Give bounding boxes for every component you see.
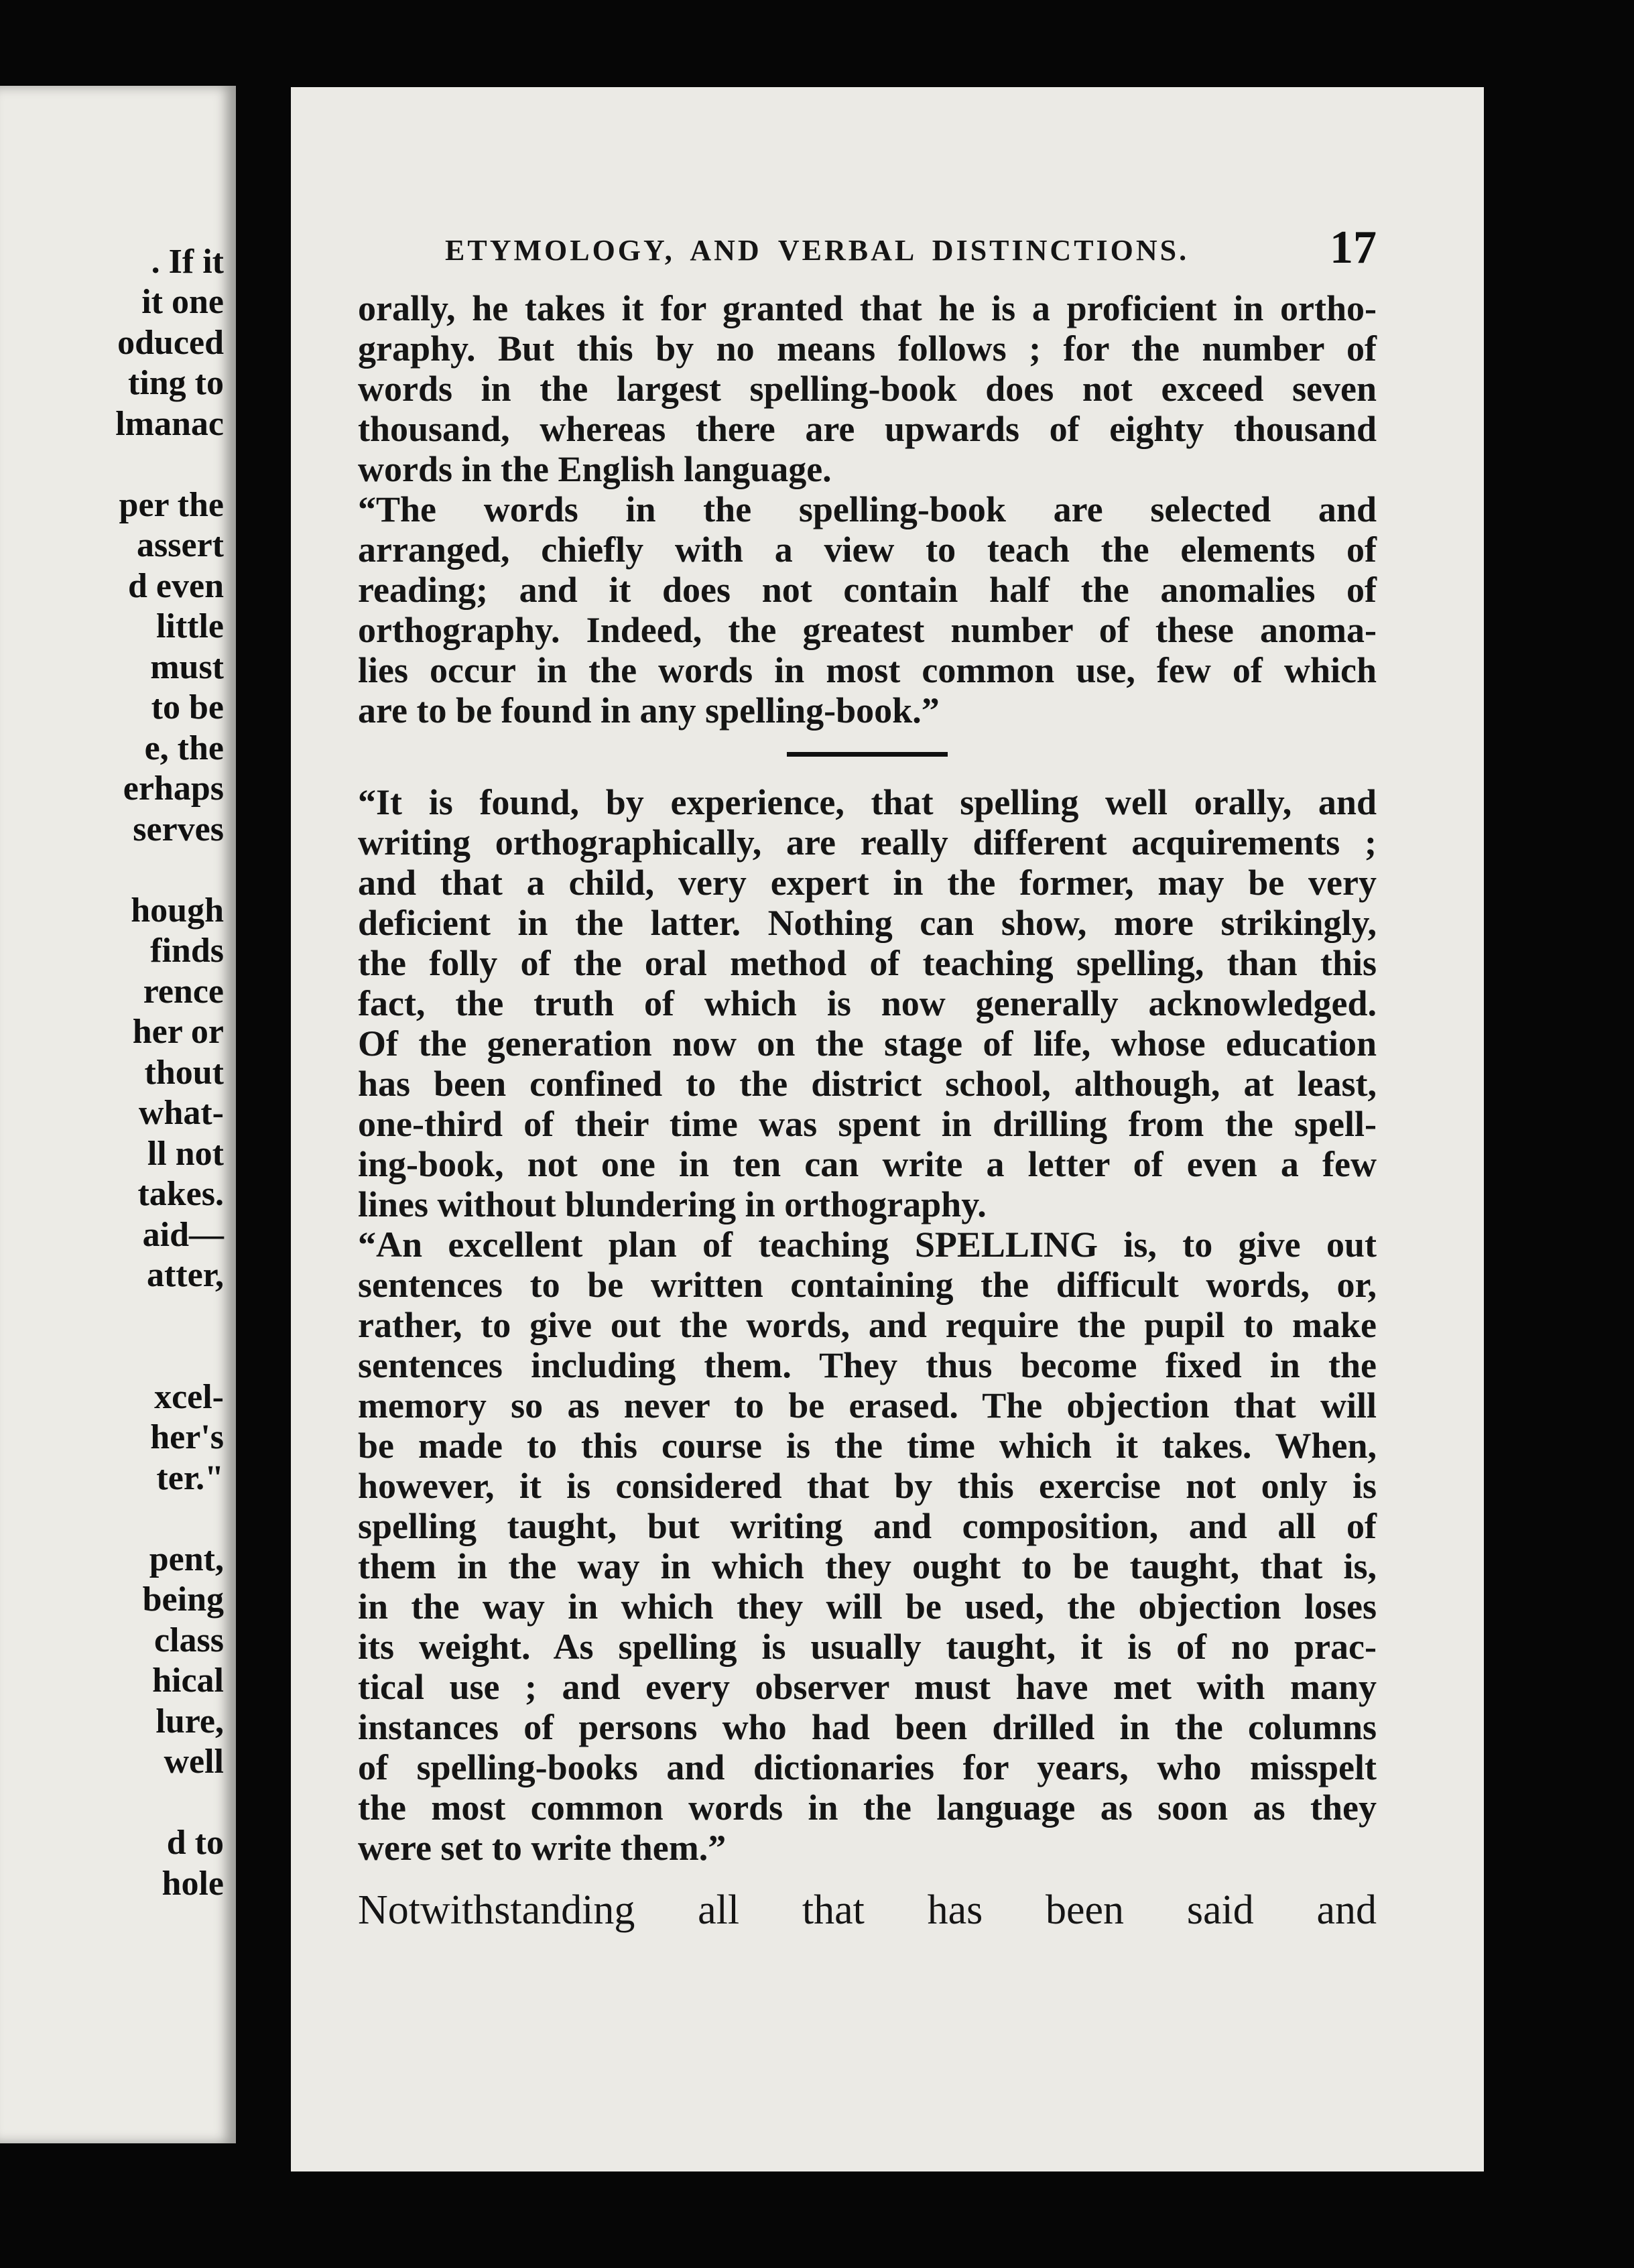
text-line: the folly of the oral method of teaching spelling, than this [358,943,1377,983]
left-page-fragment: ll not [147,1134,224,1173]
text-line: words in the English language. [358,449,832,489]
text-line: arranged, chiefly with a view to teach the elements of [358,529,1377,570]
text-line: words in the largest spelling-book does not exceed seven [358,369,1377,409]
left-page-fragment: pent, [149,1539,224,1578]
text-line: the most common words in the language as soon as they [358,1787,1377,1828]
text-line: tical use ; and every observer must have met with many [358,1667,1377,1707]
text-line: memory so as never to be erased. The objection that will [358,1385,1377,1426]
page-header [445,221,1377,281]
section-divider [787,752,948,757]
paragraph-3 [358,782,1377,1224]
text-line: in the way in which they will be used, the objection loses [358,1586,1377,1627]
left-page-fragment: hough [131,891,224,930]
text-line: are to be found in any spelling-book.” [358,690,940,731]
left-page-fragment: it one [141,283,224,321]
text-line: were set to write them.” [358,1828,727,1868]
text-line: lines without blundering in orthography. [358,1184,987,1224]
text-line: deficient in the latter. Nothing can show, more strikingly, [358,903,1377,943]
left-page-fragment: d to [166,1824,224,1862]
text-line: “An excellent plan of teaching SPELLING is, to give out [358,1224,1377,1265]
body-text [358,288,1377,1935]
left-page-fragment: well [164,1743,224,1781]
text-line: reading; and it does not contain half the anomalies of [358,570,1377,610]
left-page-fragment: erhaps [123,769,224,808]
text-line: rather, to give out the words, and require the pupil to make [358,1305,1377,1345]
page-number: 17 [1330,222,1377,273]
left-page-fragment: class [154,1621,224,1659]
text-line: and that a child, very expert in the former, may be very [358,863,1377,903]
left-page-fragment: e, the [144,729,224,767]
left-page-fragment: what- [138,1094,224,1132]
left-page-fragment: little [155,607,224,645]
text-line: one-third of their time was spent in drilling from the spell- [358,1104,1377,1144]
text-line: “The words in the spelling-book are selected and [358,489,1377,529]
paragraph-2 [358,489,1377,731]
text-line: orally, he takes it for granted that he is a proficient in ortho- [358,288,1377,328]
text-line: lies occur in the words in most common use, few of which [358,650,1377,690]
left-page-fragment: . If it [151,242,224,281]
paragraph-4 [358,1224,1377,1868]
text-line: spelling taught, but writing and composition, and all of [358,1506,1377,1546]
text-line: of spelling-books and dictionaries for years, who misspelt [358,1747,1377,1787]
text-line: instances of persons who had been drilled in the columns [358,1707,1377,1747]
text-line: Of the generation now on the stage of life, whose education [358,1023,1377,1064]
left-page-fragment: ting to [128,364,224,402]
text-line: has been confined to the district school, although, at least, [358,1064,1377,1104]
left-page-fragment: takes. [137,1175,224,1213]
text-line: ing-book, not one in ten can write a letter of even a few [358,1144,1377,1184]
final-line: Notwithstanding all that has been said and [358,1887,1377,1933]
text-line: “It is found, by experience, that spelling well orally, and [358,782,1377,822]
left-page-fragment: lmanac [115,404,224,443]
left-facing-page [0,86,236,2143]
text-line: orthography. Indeed, the greatest number of these anoma- [358,610,1377,650]
left-page-fragment: lure, [155,1702,224,1741]
left-page-fragment: assert [137,526,224,564]
left-page-fragment: rence [143,972,224,1011]
left-page-fragment: d even [128,566,224,605]
left-page-fragment: oduced [117,323,224,362]
left-page-fragment: serves [133,810,224,848]
paragraph-1 [358,288,1377,489]
left-page-fragment: aid— [142,1215,224,1254]
running-head: ETYMOLOGY, AND VERBAL DISTINCTIONS. [445,234,1190,267]
left-page-fragment: xcel- [154,1377,224,1416]
left-page-fragment: must [150,647,224,686]
text-line: fact, the truth of which is now generally acknowledged. [358,983,1377,1023]
text-line: however, it is considered that by this exercise not only is [358,1466,1377,1506]
text-line: be made to this course is the time which it takes. When, [358,1426,1377,1466]
text-line: sentences to be written containing the difficult words, or, [358,1265,1377,1305]
left-page-fragment: being [142,1580,224,1619]
left-page-fragment: hole [162,1864,224,1903]
left-page-fragment: finds [150,932,224,970]
left-page-fragment: thout [144,1053,224,1092]
left-page-fragment: atter, [146,1256,224,1294]
left-page-fragment: ter." [156,1458,224,1497]
left-page-fragment: her or [132,1013,224,1051]
text-line: graphy. But this by no means follows ; for the number of [358,328,1377,369]
text-line: its weight. As spelling is usually taught, it is of no prac- [358,1627,1377,1667]
text-line: sentences including them. They thus become fixed in the [358,1345,1377,1385]
text-line: writing orthographically, are really different acquirements ; [358,822,1377,863]
left-page-fragment: hical [152,1661,224,1700]
left-page-fragment: to be [151,688,224,727]
left-page-fragment: per the [119,485,224,524]
book-page [291,87,1484,2171]
left-page-fragment: her's [150,1418,224,1456]
text-line: thousand, whereas there are upwards of eighty thousand [358,409,1377,449]
text-line: them in the way in which they ought to be taught, that is, [358,1546,1377,1586]
